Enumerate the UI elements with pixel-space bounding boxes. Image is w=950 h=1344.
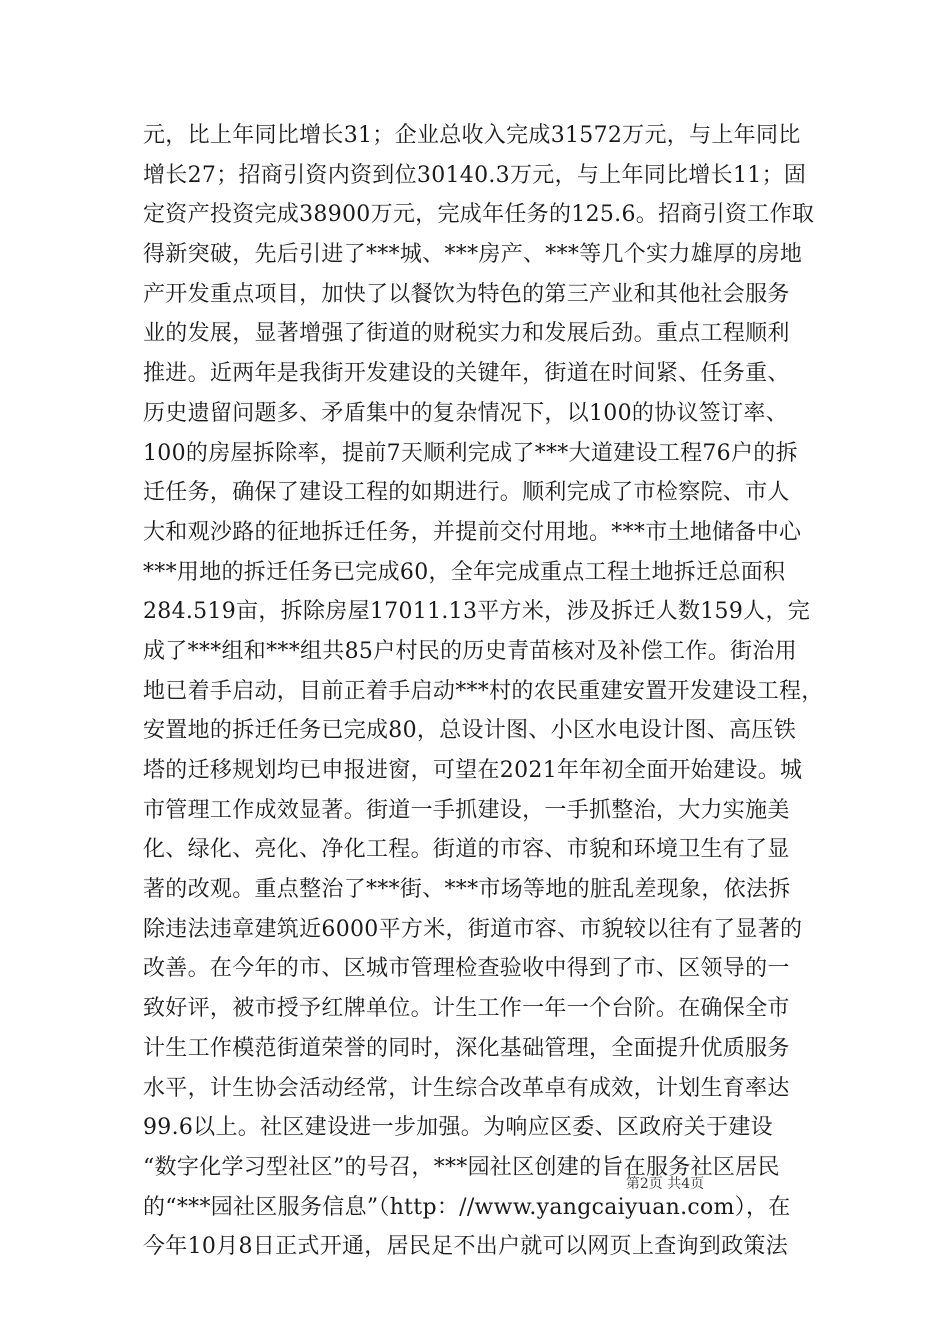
text-line: 安置地的拆迁任务已完成80，总设计图、小区水电设计图、高压铁 <box>143 718 796 744</box>
text-line: 元，比上年同比增长31；企业总收入完成31572万元，与上年同比 <box>143 123 801 148</box>
body-text <box>143 116 823 1267</box>
text-line: 市管理工作成效显著。街道一手抓建设，一手抓整治，大力实施美 <box>143 797 790 823</box>
text-line: 今年10月8日正式开通，居民足不出户就可以网页上查询到政策法 <box>143 1234 788 1260</box>
text-line: 得新突破，先后引进了***城、***房产、***等几个实力雄厚的房地 <box>143 242 803 268</box>
text-line: 化、绿化、亮化、净化工程。街道的市容、市貌和环境卫生有了显 <box>143 837 790 863</box>
text-line: 增长27；招商引资内资到位30140.3万元，与上年同比增长11；固 <box>143 162 807 188</box>
text-line: 致好评，被市授予红牌单位。计生工作一年一个台阶。在确保全市 <box>143 996 790 1022</box>
text-line: 地已着手启动，目前正着手启动***村的农民重建安置开发建设工程， <box>143 678 824 704</box>
text-line: 100的房屋拆除率，提前7天顺利完成了***大道建设工程76户的拆 <box>143 440 798 466</box>
text-line: 284.519亩，拆除房屋17011.13平方米，涉及拆迁人数159人，完 <box>143 599 811 625</box>
text-line: 99.6以上。社区建设进一步加强。为响应区委、区政府关于建设 <box>143 1115 773 1141</box>
text-line: 大和观沙路的征地拆迁任务，并提前交付用地。***市土地储备中心 <box>143 519 802 545</box>
text-line: 的“***园社区服务信息”（http：//www.yangcaiyuan.com），在 <box>143 1194 791 1220</box>
text-line: 推进。近两年是我街开发建设的关键年，街道在时间紧、任务重、 <box>143 361 790 387</box>
text-line: 水平，计生协会活动经常，计生综合改革卓有成效，计划生育率达 <box>143 1075 790 1101</box>
text-line: 产开发重点项目，加快了以餐饮为特色的第三产业和其他社会服务 <box>143 281 790 307</box>
text-line: 迁任务，确保了建设工程的如期进行。顺利完成了市检察院、市人 <box>143 480 790 506</box>
page-number: 第2页 共4页 <box>625 1176 705 1192</box>
page-footer <box>0 1174 950 1194</box>
text-line: 改善。在今年的市、区城市管理检查验收中得到了市、区领导的一 <box>143 956 790 982</box>
text-line: 著的改观。重点整治了***街、***市场等地的脏乱差现象，依法拆 <box>143 877 791 903</box>
text-line: 成了***组和***组共85户村民的历史青苗核对及补偿工作。街治用 <box>143 638 797 664</box>
text-line: 业的发展，显著增强了街道的财税实力和发展后劲。重点工程顺利 <box>143 321 790 347</box>
text-line: 历史遗留问题多、矛盾集中的复杂情况下，以100的协议签订率、 <box>143 400 788 426</box>
text-line: 除违法违章建筑近6000平方米，街道市容、市貌较以往有了显著的 <box>143 916 803 942</box>
text-line: 塔的迁移规划均已申报进窗，可望在2021年年初全面开始建设。城 <box>143 758 803 783</box>
text-line: 定资产投资完成38900万元，完成年任务的125.6。招商引资工作取 <box>143 202 815 228</box>
text-line: 计生工作模范街道荣誉的同时，深化基础管理，全面提升优质服务 <box>143 1035 790 1061</box>
text-line: ***用地的拆迁任务已完成60，全年完成重点工程土地拆迁总面积 <box>143 559 786 585</box>
text-line: “数字化学习型社区”的号召，***园社区创建的旨在服务社区居民 <box>143 1154 780 1180</box>
